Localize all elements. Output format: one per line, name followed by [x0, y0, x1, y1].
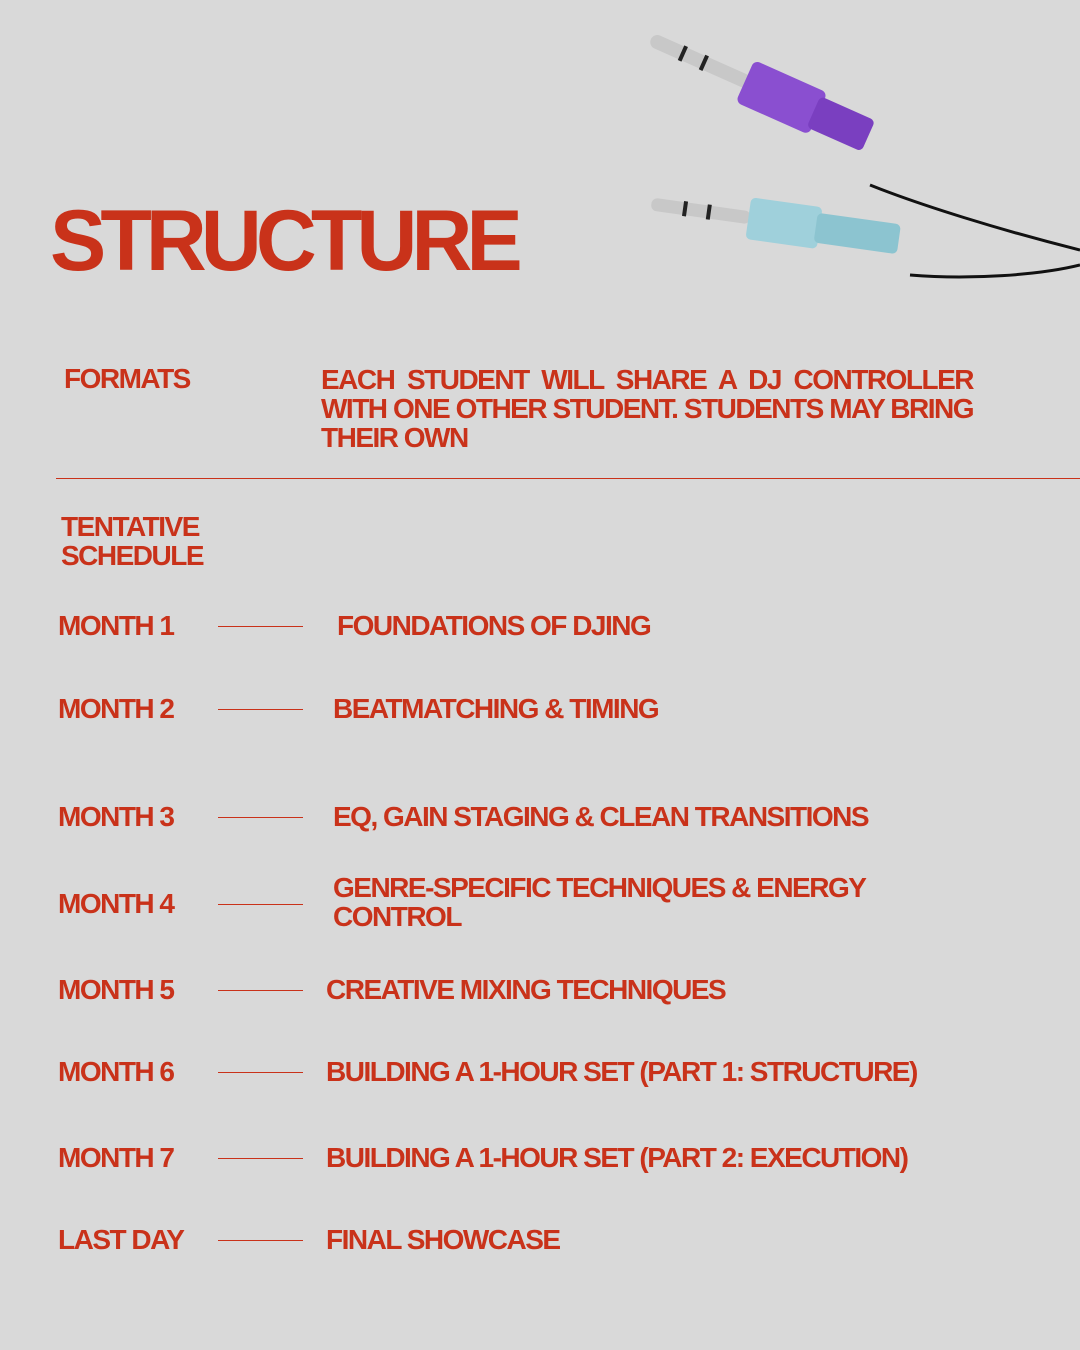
audio-cables-image	[620, 20, 1080, 300]
schedule-topic: GENRE-SPECIFIC TECHNIQUES & ENERGY CONTROL	[333, 872, 865, 932]
schedule-connector-line	[218, 1158, 303, 1159]
schedule-topic: FOUNDATIONS OF DJING	[337, 610, 651, 641]
schedule-topic: EQ, GAIN STAGING & CLEAN TRANSITIONS	[333, 801, 869, 832]
schedule-period: MONTH 2	[58, 693, 174, 724]
formats-label: FORMATS	[64, 363, 190, 394]
schedule-connector-line	[218, 626, 303, 627]
schedule-connector-line	[218, 817, 303, 818]
schedule-period: MONTH 7	[58, 1142, 174, 1173]
formats-description: EACH STUDENT WILL SHARE A DJ CONTROLLER WITH ONE OTHER STUDENT. STUDENTS MAY BRING THEIR OWN	[321, 364, 973, 453]
schedule-connector-line	[218, 1240, 303, 1241]
schedule-connector-line	[218, 990, 303, 991]
schedule-connector-line	[218, 904, 303, 905]
schedule-connector-line	[218, 709, 303, 710]
page-title: STRUCTURE	[50, 193, 517, 289]
schedule-topic: BUILDING A 1-HOUR SET (PART 1: STRUCTURE)	[326, 1056, 917, 1087]
schedule-heading	[61, 512, 203, 570]
schedule-connector-line	[218, 1072, 303, 1073]
schedule-period: LAST DAY	[58, 1224, 184, 1255]
schedule-topic: FINAL SHOWCASE	[326, 1224, 560, 1255]
schedule-topic: BEATMATCHING & TIMING	[333, 693, 659, 724]
schedule-topic: CREATIVE MIXING TECHNIQUES	[326, 974, 726, 1005]
schedule-heading-line2: SCHEDULE	[61, 540, 204, 571]
schedule-period: MONTH 5	[58, 974, 174, 1005]
schedule-period: MONTH 3	[58, 801, 174, 832]
divider	[56, 478, 1080, 479]
schedule-heading-line1: TENTATIVE	[61, 511, 199, 542]
schedule-topic: BUILDING A 1-HOUR SET (PART 2: EXECUTION)	[326, 1142, 908, 1173]
schedule-period: MONTH 6	[58, 1056, 174, 1087]
schedule-period: MONTH 4	[58, 888, 174, 919]
schedule-period: MONTH 1	[58, 610, 174, 641]
